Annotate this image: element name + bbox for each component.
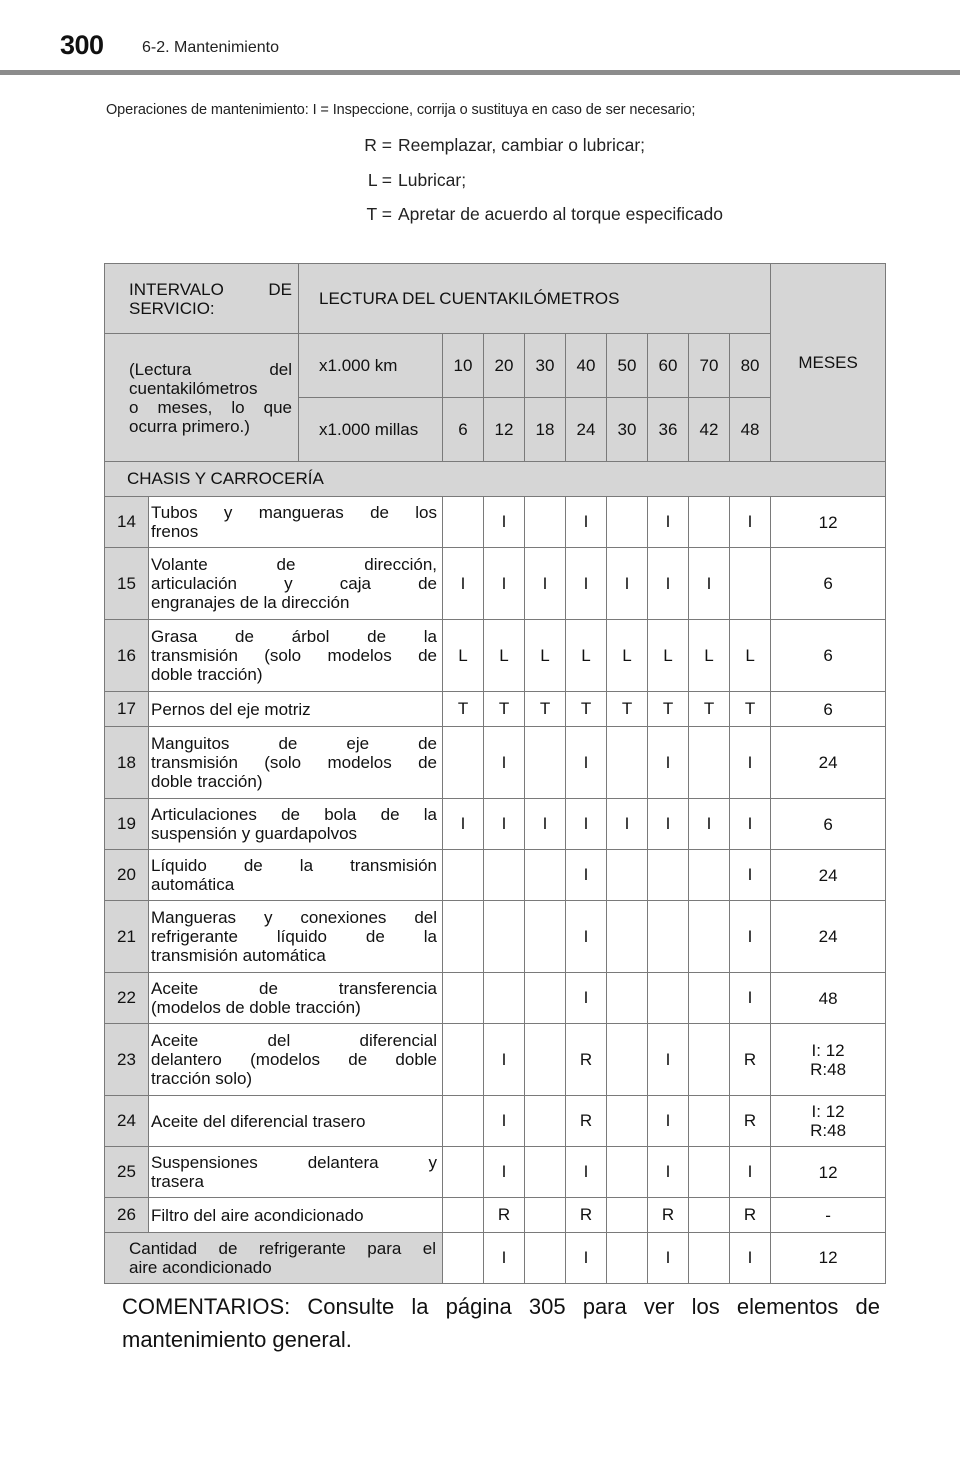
operation-cell: I [648, 1096, 689, 1147]
km-value: 60 [648, 334, 689, 398]
item-number: 22 [105, 973, 149, 1024]
operation-cell [689, 1198, 730, 1233]
miles-label: x1.000 millas [319, 419, 419, 439]
operation-cell [443, 1024, 484, 1096]
months-value-secondary: R:48 [810, 1059, 847, 1079]
item-number: 20 [105, 850, 149, 901]
operation-cell: I [566, 1147, 607, 1198]
item-name-line: Pernos del eje motriz [151, 699, 311, 719]
legend-code-l: L = [367, 170, 392, 190]
months-cell [771, 548, 886, 620]
months-value: 24 [818, 927, 838, 946]
interval-label-cell [105, 264, 299, 334]
item-name-line: transmisión (solo modelos de [151, 753, 438, 772]
item-name [149, 548, 443, 620]
operation-cell: I [648, 1147, 689, 1198]
operation-cell: I [443, 548, 484, 620]
miles-value: 24 [566, 398, 607, 462]
operation-cell [443, 1233, 484, 1284]
operation-cell: I [730, 850, 771, 901]
operation-cell: I [648, 1233, 689, 1284]
operation-cell [689, 973, 730, 1024]
legend-intro-text: Operaciones de mantenimiento: I = [106, 102, 333, 118]
interval-label-line2: SERVICIO: [129, 298, 215, 318]
operation-cell: I [648, 799, 689, 850]
legend-item-r [300, 135, 645, 156]
operation-cell [443, 1096, 484, 1147]
operation-cell: L [689, 620, 730, 692]
interval-note-line: ocurra primero.) [129, 416, 250, 436]
operation-cell: R [566, 1024, 607, 1096]
item-name-line: tracción solo) [151, 1069, 253, 1088]
miles-value: 36 [648, 398, 689, 462]
table-row [105, 901, 886, 973]
months-cell [771, 973, 886, 1024]
interval-label-line1: INTERVALO DE [129, 279, 293, 299]
operation-cell: R [730, 1198, 771, 1233]
operation-cell [525, 1147, 566, 1198]
operation-cell: L [566, 620, 607, 692]
months-value: - [825, 1205, 831, 1225]
months-value: 12 [771, 1233, 886, 1284]
months-cell [771, 1096, 886, 1147]
item-name-line: Aceite de transferencia [151, 979, 438, 998]
km-row [105, 334, 886, 398]
months-value: 12 [818, 512, 838, 532]
operation-cell: R [484, 1198, 525, 1233]
operation-cell: I [484, 727, 525, 799]
operation-cell [607, 1147, 648, 1198]
operation-cell [443, 497, 484, 548]
section-label: CHASIS Y CARROCERÍA [127, 469, 324, 488]
operation-cell: I [689, 548, 730, 620]
legend-code-t: T = [366, 204, 392, 224]
operation-cell: I [730, 1233, 771, 1284]
table-row [105, 727, 886, 799]
months-value: 48 [818, 988, 838, 1008]
section-title: 6-2. Mantenimiento [142, 39, 279, 56]
operation-cell: I [566, 850, 607, 901]
operation-cell: I [730, 497, 771, 548]
interval-note-cell [105, 334, 299, 462]
operation-cell: I [525, 548, 566, 620]
operation-cell [525, 1198, 566, 1233]
months-label-cell [771, 264, 886, 462]
item-name [149, 901, 443, 973]
km-value: 10 [443, 334, 484, 398]
operation-cell: T [566, 692, 607, 727]
months-cell [771, 799, 886, 850]
maintenance-table [104, 263, 886, 1284]
operation-cell: I [730, 727, 771, 799]
operation-cell: I [484, 1147, 525, 1198]
legend-desc-i: Inspeccione, corrija o sustituya en caso de ser necesario; [332, 102, 696, 118]
table-row [105, 799, 886, 850]
months-value: 6 [823, 814, 833, 834]
operation-cell: I [484, 1024, 525, 1096]
operation-cell [648, 901, 689, 973]
operation-cell: L [484, 620, 525, 692]
km-label: x1.000 km [319, 355, 398, 375]
operation-cell: I [484, 799, 525, 850]
item-name [149, 1096, 443, 1147]
operation-cell: T [484, 692, 525, 727]
operation-cell [607, 973, 648, 1024]
operation-cell: L [443, 620, 484, 692]
item-name-line: transmisión (solo modelos de [151, 646, 438, 665]
operation-cell: T [648, 692, 689, 727]
operation-cell: L [648, 620, 689, 692]
months-cell [771, 620, 886, 692]
table-row [105, 1096, 886, 1147]
operation-cell: I [566, 1233, 607, 1284]
operation-cell [689, 1096, 730, 1147]
months-cell [771, 1024, 886, 1096]
item-name-line: Tubos y mangueras de los [151, 503, 438, 522]
table-row [105, 1198, 886, 1233]
interval-note-line: (Lectura del [129, 359, 293, 379]
operation-cell [607, 850, 648, 901]
operation-cell [484, 973, 525, 1024]
miles-value: 18 [525, 398, 566, 462]
operation-cell [525, 1024, 566, 1096]
item-number: 23 [105, 1024, 149, 1096]
km-value: 80 [730, 334, 771, 398]
miles-value: 42 [689, 398, 730, 462]
operation-cell [689, 901, 730, 973]
item-number: 16 [105, 620, 149, 692]
operation-cell [607, 901, 648, 973]
operation-cell: I [484, 497, 525, 548]
item-name [149, 497, 443, 548]
months-value: 6 [823, 646, 833, 665]
item-name-line: refrigerante líquido de la [151, 927, 438, 946]
legend-desc-t: Apretar de acuerdo al torque especificado [398, 204, 723, 224]
item-name-line: Grasa de árbol de la [151, 627, 438, 646]
legend-code-r: R = [364, 135, 392, 155]
table-row [105, 620, 886, 692]
item-number: 19 [105, 799, 149, 850]
operation-cell: I [566, 727, 607, 799]
item-name-line: suspensión y guardapolvos [151, 824, 358, 843]
operation-cell: I [730, 1147, 771, 1198]
operation-cell: I [730, 901, 771, 973]
months-cell [771, 901, 886, 973]
comment-line: mantenimiento general. [122, 1327, 352, 1352]
comments-paragraph [122, 1290, 880, 1356]
legend-intro [106, 102, 695, 118]
miles-label-cell [299, 398, 443, 462]
km-value: 70 [689, 334, 730, 398]
operation-cell [607, 497, 648, 548]
odometer-label: LECTURA DEL CUENTAKILÓMETROS [319, 288, 620, 308]
months-value: 12 [818, 1162, 838, 1182]
months-cell [771, 1198, 886, 1233]
item-name [149, 727, 443, 799]
item-name [149, 620, 443, 692]
operation-cell [525, 973, 566, 1024]
interval-note-line: cuentakilómetros [129, 378, 258, 398]
miles-value: 30 [607, 398, 648, 462]
item-number: 24 [105, 1096, 149, 1147]
km-value: 30 [525, 334, 566, 398]
km-value: 20 [484, 334, 525, 398]
item-name-line: Articulaciones de bola de la [151, 805, 438, 824]
operation-cell [607, 1198, 648, 1233]
operation-cell [689, 727, 730, 799]
operation-cell [607, 1233, 648, 1284]
operation-cell: T [730, 692, 771, 727]
months-value: 6 [823, 699, 833, 719]
months-cell [771, 1147, 886, 1198]
operation-cell [607, 727, 648, 799]
operation-cell [443, 727, 484, 799]
item-number: 17 [105, 692, 149, 727]
item-name-line: delantero (modelos de doble [151, 1050, 438, 1069]
item-name-line: articulación y caja de [151, 574, 438, 593]
section-label-cell [105, 462, 886, 497]
operation-cell: L [525, 620, 566, 692]
operation-cell: I [484, 1233, 525, 1284]
legend-desc-r: Reemplazar, cambiar o lubricar; [398, 135, 646, 155]
operation-cell: I [484, 548, 525, 620]
item-name-line: Mangueras y conexiones del [151, 908, 438, 927]
item-name-line: Filtro del aire acondicionado [151, 1205, 364, 1225]
table-row [105, 850, 886, 901]
item-name-line: trasera [151, 1172, 204, 1191]
item-number: 18 [105, 727, 149, 799]
operation-cell [689, 1024, 730, 1096]
operation-cell [443, 1147, 484, 1198]
comment-line: COMENTARIOS: Consulte la página 305 para ver los elementos de [122, 1294, 880, 1319]
item-name-line: Líquido de la transmisión [151, 856, 438, 875]
item-name-line: transmisión automática [151, 946, 326, 965]
odometer-label-cell [299, 264, 771, 334]
operation-cell [484, 901, 525, 973]
miles-value: 12 [484, 398, 525, 462]
item-name-line: Aceite del diferencial [151, 1031, 438, 1050]
item-name-line: Cantidad de refrigerante para el [129, 1239, 437, 1258]
section-row [105, 462, 886, 497]
table-row [105, 692, 886, 727]
item-name-line: (modelos de doble tracción) [151, 998, 361, 1017]
operation-cell: I [648, 497, 689, 548]
operation-cell: R [648, 1198, 689, 1233]
item-name [149, 973, 443, 1024]
miles-value: 6 [443, 398, 484, 462]
miles-value: 48 [730, 398, 771, 462]
operation-cell [689, 1233, 730, 1284]
months-value: I: 12 [811, 1102, 845, 1121]
operation-cell: L [607, 620, 648, 692]
table-row [105, 1233, 886, 1284]
item-name-line: frenos [151, 522, 199, 541]
operation-cell [689, 850, 730, 901]
item-name [149, 692, 443, 727]
legend-item-t [300, 204, 723, 225]
item-name-line: doble tracción) [151, 665, 263, 684]
km-label-cell [299, 334, 443, 398]
months-cell [771, 727, 886, 799]
months-label: MESES [798, 352, 858, 372]
operation-cell: I [443, 799, 484, 850]
operation-cell [607, 1096, 648, 1147]
table-header-row [105, 264, 886, 334]
interval-note-line: o meses, lo que [129, 397, 293, 417]
legend-desc-l: Lubricar; [398, 170, 467, 190]
item-name-line: engranajes de la dirección [151, 593, 350, 612]
operation-cell [525, 1096, 566, 1147]
operation-cell [443, 1198, 484, 1233]
item-name-line: Aceite del diferencial trasero [151, 1111, 366, 1131]
item-number: 15 [105, 548, 149, 620]
operation-cell: R [566, 1096, 607, 1147]
operation-cell: I [730, 973, 771, 1024]
operation-cell: I [648, 1024, 689, 1096]
operation-cell [525, 727, 566, 799]
item-number: 26 [105, 1198, 149, 1233]
item-name [149, 1198, 443, 1233]
operation-cell: T [607, 692, 648, 727]
page-number: 300 [60, 30, 104, 60]
operation-cell [484, 850, 525, 901]
item-number: 21 [105, 901, 149, 973]
months-value: I: 12 [811, 1040, 845, 1060]
item-name [149, 1147, 443, 1198]
operation-cell: I [607, 799, 648, 850]
operation-cell: I [730, 799, 771, 850]
operation-cell: R [566, 1198, 607, 1233]
operation-cell [525, 497, 566, 548]
operation-cell: I [566, 901, 607, 973]
table-row [105, 497, 886, 548]
item-name [149, 1024, 443, 1096]
operation-cell: I [607, 548, 648, 620]
months-value: 24 [818, 865, 838, 885]
operation-cell [607, 1024, 648, 1096]
operation-cell [525, 850, 566, 901]
operation-cell: I [648, 548, 689, 620]
item-name-line: Volante de dirección, [151, 555, 438, 574]
item-name-line: automática [151, 875, 235, 894]
operation-cell: I [566, 973, 607, 1024]
months-cell [771, 850, 886, 901]
operation-cell [443, 850, 484, 901]
item-name-line: Suspensiones delantera y [151, 1153, 438, 1172]
item-number: 25 [105, 1147, 149, 1198]
operation-cell: R [730, 1024, 771, 1096]
operation-cell: I [566, 548, 607, 620]
operation-cell: I [648, 727, 689, 799]
operation-cell: I [525, 799, 566, 850]
item-name-line: Manguitos de eje de [151, 734, 438, 753]
table-row [105, 1024, 886, 1096]
operation-cell: T [689, 692, 730, 727]
km-value: 50 [607, 334, 648, 398]
header-divider [0, 70, 960, 75]
operation-cell: R [730, 1096, 771, 1147]
operation-cell [525, 1233, 566, 1284]
table-row [105, 548, 886, 620]
operation-cell [525, 901, 566, 973]
item-name-line: aire acondicionado [129, 1258, 272, 1277]
item-name [149, 799, 443, 850]
item-number: 14 [105, 497, 149, 548]
operation-cell: T [443, 692, 484, 727]
operation-cell [648, 850, 689, 901]
months-cell [771, 497, 886, 548]
operation-cell: I [484, 1096, 525, 1147]
legend-item-l [300, 170, 466, 191]
months-value: 24 [818, 753, 838, 772]
operation-cell [443, 901, 484, 973]
km-value: 40 [566, 334, 607, 398]
months-value-secondary: R:48 [810, 1121, 847, 1140]
operation-cell: L [730, 620, 771, 692]
item-name [149, 850, 443, 901]
operation-cell: I [689, 799, 730, 850]
operation-cell [730, 548, 771, 620]
operation-cell: I [566, 799, 607, 850]
operation-cell [443, 973, 484, 1024]
operation-cell: T [525, 692, 566, 727]
operation-cell [689, 497, 730, 548]
table-row [105, 973, 886, 1024]
months-cell [771, 692, 886, 727]
table-row [105, 1147, 886, 1198]
operation-cell [689, 1147, 730, 1198]
operation-cell [648, 973, 689, 1024]
months-value: 6 [823, 574, 833, 593]
item-name-line: doble tracción) [151, 772, 263, 791]
operation-cell: I [566, 497, 607, 548]
item-name [105, 1233, 443, 1284]
